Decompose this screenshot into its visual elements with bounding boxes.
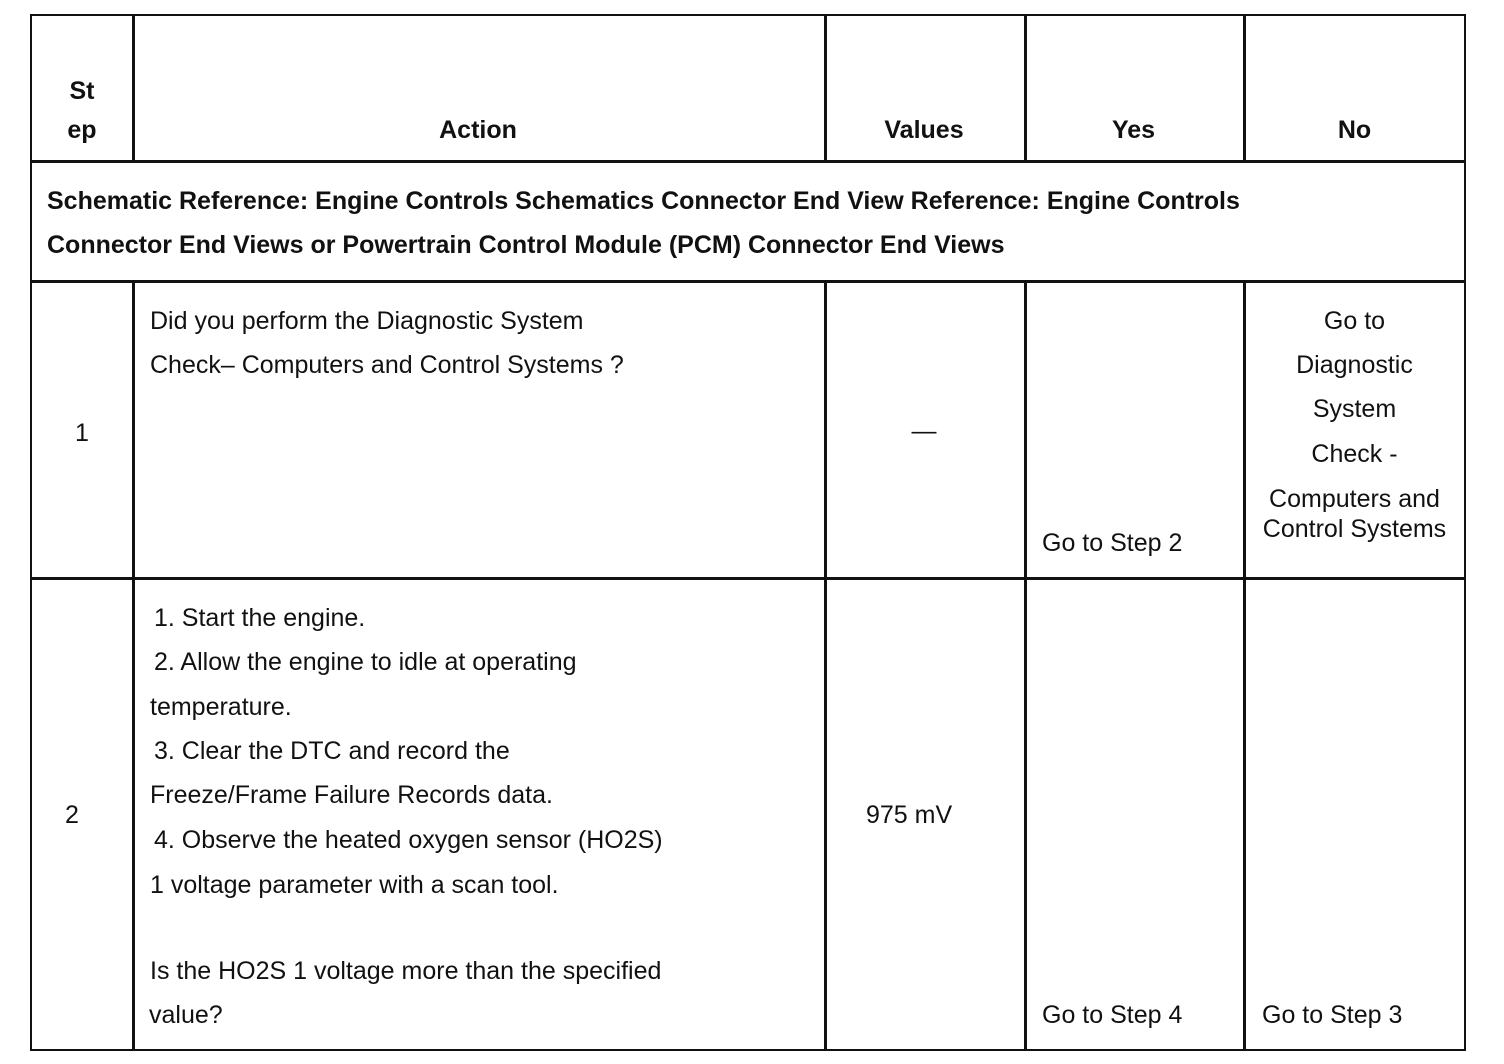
row1-no-line1: Go to [1323,307,1386,335]
header-values: Values [884,116,964,144]
row2-action-line7: 1 voltage parameter with a scan tool. [150,871,559,899]
reference-divider [32,280,1464,283]
diagnostic-table [30,14,1466,1051]
row2-step: 2 [65,801,79,829]
row1-step: 1 [75,419,89,447]
row1-yes: Go to Step 2 [1042,529,1183,557]
row2-action-line8: Is the HO2S 1 voltage more than the specified [150,957,662,985]
col-divider-action-body [824,280,827,1049]
row1-divider [32,577,1464,580]
row1-no-line5: Computers and [1269,485,1440,513]
row2-action-line4: 3. Clear the DTC and record the [154,737,510,765]
schematic-reference-line2: Connector End Views or Powertrain Control Module (PCM) Connector End Views [47,231,1005,259]
row2-no: Go to Step 3 [1262,1001,1403,1029]
row1-action-line1: Did you perform the Diagnostic System [150,307,584,335]
col-divider-values-body [1024,280,1027,1049]
schematic-reference-line1: Schematic Reference: Engine Controls Schematics Connector End View Reference: Engine Controls [47,187,1240,215]
row2-action-line2: 2. Allow the engine to idle at operating [154,648,577,676]
row1-value: — [911,417,937,445]
row1-action-line2: Check– Computers and Control Systems ? [150,351,624,379]
row1-no-line4: Check - [1311,440,1398,468]
row2-action-line6: 4. Observe the heated oxygen sensor (HO2S) [154,826,663,854]
row2-action-line9: value? [149,1001,223,1029]
row2-yes: Go to Step 4 [1042,1001,1183,1029]
row2-value: 975 mV [866,801,953,829]
col-divider-step-body [132,280,135,1049]
header-action: Action [439,116,517,144]
row2-action-line3: temperature. [150,693,292,721]
row1-no-line6: Control Systems [1262,515,1447,543]
header-step: St ep [67,77,97,144]
row1-no-line3: System [1312,395,1397,423]
row2-action-line5: Freeze/Frame Failure Records data. [150,781,553,809]
row2-action-line1: 1. Start the engine. [154,604,366,632]
header-no: No [1337,116,1372,144]
header-divider [32,160,1464,163]
header-yes: Yes [1111,116,1156,144]
row1-no-line2: Diagnostic [1296,351,1413,379]
